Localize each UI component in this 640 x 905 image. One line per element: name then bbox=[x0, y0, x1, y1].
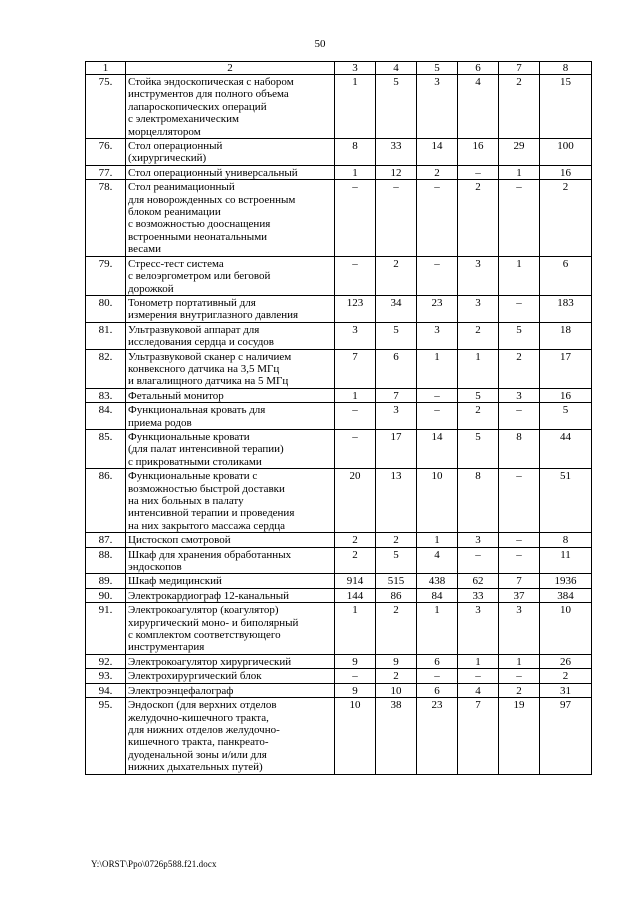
quantity-cell: 38 bbox=[376, 698, 417, 774]
total-cell: 31 bbox=[540, 683, 592, 697]
row-number: 84. bbox=[86, 403, 126, 430]
quantity-cell: 29 bbox=[499, 139, 540, 166]
quantity-cell: 5 bbox=[376, 547, 417, 574]
quantity-cell: – bbox=[499, 469, 540, 533]
table-row bbox=[86, 349, 592, 388]
quantity-cell: – bbox=[417, 256, 458, 295]
quantity-cell: – bbox=[335, 180, 376, 256]
equipment-name-line: инструментов для полного объема bbox=[128, 88, 289, 101]
equipment-name-line: Стресс-тест система bbox=[128, 257, 224, 270]
equipment-name-line: для нижних отделов желудочно- bbox=[128, 723, 280, 736]
quantity-cell: 10 bbox=[376, 683, 417, 697]
quantity-cell: 14 bbox=[417, 139, 458, 166]
total-cell: 18 bbox=[540, 322, 592, 349]
equipment-name bbox=[126, 654, 335, 668]
quantity-cell: 16 bbox=[458, 139, 499, 166]
total-cell: 2 bbox=[540, 180, 592, 256]
quantity-cell: – bbox=[499, 403, 540, 430]
equipment-name-line: Функциональная кровать для bbox=[128, 404, 266, 417]
header-cell: 6 bbox=[458, 62, 499, 75]
quantity-cell: – bbox=[458, 669, 499, 683]
quantity-cell: 2 bbox=[376, 603, 417, 655]
quantity-cell: 1 bbox=[499, 165, 540, 179]
equipment-name-line: с велоэргометром или беговой bbox=[128, 270, 271, 283]
quantity-cell: – bbox=[458, 165, 499, 179]
row-number: 86. bbox=[86, 469, 126, 533]
quantity-cell: 3 bbox=[458, 256, 499, 295]
row-number: 90. bbox=[86, 588, 126, 602]
quantity-cell: 7 bbox=[499, 574, 540, 588]
quantity-cell: 5 bbox=[458, 388, 499, 402]
quantity-cell: 84 bbox=[417, 588, 458, 602]
equipment-name bbox=[126, 469, 335, 533]
equipment-name-line: Стол операционный универсальный bbox=[128, 166, 298, 179]
equipment-name bbox=[126, 698, 335, 774]
equipment-name-line: конвексного датчика на 3,5 МГц bbox=[128, 362, 280, 375]
quantity-cell: – bbox=[417, 388, 458, 402]
quantity-cell: 7 bbox=[376, 388, 417, 402]
header-cell: 1 bbox=[86, 62, 126, 75]
total-cell: 15 bbox=[540, 75, 592, 139]
row-number: 91. bbox=[86, 603, 126, 655]
total-cell: 16 bbox=[540, 388, 592, 402]
quantity-cell: 17 bbox=[376, 429, 417, 468]
quantity-cell: 9 bbox=[335, 654, 376, 668]
equipment-name-line: нижних дыхательных путей) bbox=[128, 761, 263, 774]
equipment-name-line: Стол реанимационный bbox=[128, 181, 235, 194]
total-cell: 1936 bbox=[540, 574, 592, 588]
quantity-cell: 2 bbox=[458, 180, 499, 256]
quantity-cell: 34 bbox=[376, 295, 417, 322]
equipment-name-line: с электромеханическим bbox=[128, 113, 239, 126]
table-row bbox=[86, 388, 592, 402]
table-row bbox=[86, 469, 592, 533]
equipment-name-line: Электрокоагулятор (коагулятор) bbox=[128, 604, 279, 617]
quantity-cell: – bbox=[417, 180, 458, 256]
equipment-name bbox=[126, 547, 335, 574]
quantity-cell: 2 bbox=[376, 256, 417, 295]
row-number: 87. bbox=[86, 533, 126, 547]
equipment-name-line: эндоскопов bbox=[128, 561, 182, 574]
table-row bbox=[86, 588, 592, 602]
equipment-name bbox=[126, 139, 335, 166]
row-number: 81. bbox=[86, 322, 126, 349]
quantity-cell: 23 bbox=[417, 295, 458, 322]
equipment-name-line: Электроэнцефалограф bbox=[128, 684, 234, 697]
table-row bbox=[86, 75, 592, 139]
equipment-name-line: Тонометр портативный для bbox=[128, 296, 256, 309]
equipment-name-line: желудочно-кишечного тракта, bbox=[128, 711, 269, 724]
table-row bbox=[86, 654, 592, 668]
quantity-cell: 2 bbox=[376, 669, 417, 683]
quantity-cell: – bbox=[335, 669, 376, 683]
quantity-cell: 3 bbox=[458, 533, 499, 547]
row-number: 85. bbox=[86, 429, 126, 468]
table-row bbox=[86, 669, 592, 683]
quantity-cell: 37 bbox=[499, 588, 540, 602]
table-row bbox=[86, 603, 592, 655]
equipment-name-line: Цистоскоп смотровой bbox=[128, 534, 231, 547]
quantity-cell: 144 bbox=[335, 588, 376, 602]
quantity-cell: 8 bbox=[458, 469, 499, 533]
quantity-cell: – bbox=[335, 403, 376, 430]
quantity-cell: 8 bbox=[335, 139, 376, 166]
total-cell: 97 bbox=[540, 698, 592, 774]
equipment-name-line: с комплектом соответствующего bbox=[128, 629, 281, 642]
total-cell: 16 bbox=[540, 165, 592, 179]
quantity-cell: 6 bbox=[417, 683, 458, 697]
equipment-name-line: Фетальный монитор bbox=[128, 389, 224, 402]
quantity-cell: 2 bbox=[458, 322, 499, 349]
page-number: 50 bbox=[314, 38, 326, 50]
equipment-name-line: встроенными неонатальными bbox=[128, 230, 268, 243]
quantity-cell: 14 bbox=[417, 429, 458, 468]
quantity-cell: 2 bbox=[499, 349, 540, 388]
header-cell: 3 bbox=[335, 62, 376, 75]
equipment-name-line: весами bbox=[128, 243, 162, 256]
equipment-name-line: Функциональные кровати bbox=[128, 430, 250, 443]
equipment-name-line: лапароскопических операций bbox=[128, 100, 267, 113]
row-number: 82. bbox=[86, 349, 126, 388]
table-row bbox=[86, 683, 592, 697]
quantity-cell: 1 bbox=[335, 603, 376, 655]
equipment-name-line: (для палат интенсивной терапии) bbox=[128, 443, 284, 456]
header-cell: 2 bbox=[126, 62, 335, 75]
equipment-name-line: возможностью быстрой доставки bbox=[128, 482, 285, 495]
equipment-name bbox=[126, 683, 335, 697]
quantity-cell: 13 bbox=[376, 469, 417, 533]
equipment-name-line: с прикроватными столиками bbox=[128, 455, 262, 468]
total-cell: 8 bbox=[540, 533, 592, 547]
quantity-cell: 19 bbox=[499, 698, 540, 774]
total-cell: 6 bbox=[540, 256, 592, 295]
quantity-cell: 1 bbox=[499, 256, 540, 295]
equipment-name bbox=[126, 322, 335, 349]
row-number: 94. bbox=[86, 683, 126, 697]
equipment-name-line: Шкаф медицинский bbox=[128, 575, 222, 588]
table-row bbox=[86, 547, 592, 574]
total-cell: 10 bbox=[540, 603, 592, 655]
equipment-name-line: интенсивной терапии и проведения bbox=[128, 507, 295, 520]
quantity-cell: 2 bbox=[335, 533, 376, 547]
quantity-cell: 3 bbox=[335, 322, 376, 349]
quantity-cell: 33 bbox=[458, 588, 499, 602]
row-number: 88. bbox=[86, 547, 126, 574]
equipment-name bbox=[126, 403, 335, 430]
quantity-cell: 2 bbox=[499, 683, 540, 697]
equipment-name-line: Шкаф для хранения обработанных bbox=[128, 548, 292, 561]
quantity-cell: 1 bbox=[458, 654, 499, 668]
quantity-cell: 1 bbox=[417, 349, 458, 388]
quantity-cell: 3 bbox=[458, 295, 499, 322]
equipment-name-line: дуоденальной зоны и/или для bbox=[128, 748, 267, 761]
total-cell: 183 bbox=[540, 295, 592, 322]
quantity-cell: 5 bbox=[458, 429, 499, 468]
equipment-name-line: блоком реанимации bbox=[128, 206, 221, 219]
quantity-cell: 515 bbox=[376, 574, 417, 588]
quantity-cell: – bbox=[499, 180, 540, 256]
equipment-name bbox=[126, 533, 335, 547]
quantity-cell: – bbox=[499, 547, 540, 574]
equipment-name-line: Ультразвуковой аппарат для bbox=[128, 323, 260, 336]
quantity-cell: 3 bbox=[499, 388, 540, 402]
equipment-name bbox=[126, 165, 335, 179]
table-body bbox=[86, 62, 592, 775]
total-cell: 17 bbox=[540, 349, 592, 388]
row-number: 95. bbox=[86, 698, 126, 774]
equipment-name-line: хирургический моно- и биполярный bbox=[128, 616, 299, 629]
equipment-name bbox=[126, 669, 335, 683]
equipment-name-line: и влагалищного датчика на 5 МГц bbox=[128, 375, 289, 388]
equipment-table bbox=[85, 61, 592, 775]
equipment-name-line: с возможностью дооснащения bbox=[128, 218, 271, 231]
quantity-cell: – bbox=[335, 429, 376, 468]
quantity-cell: 2 bbox=[376, 533, 417, 547]
total-cell: 2 bbox=[540, 669, 592, 683]
row-number: 76. bbox=[86, 139, 126, 166]
quantity-cell: 2 bbox=[499, 75, 540, 139]
row-number: 93. bbox=[86, 669, 126, 683]
quantity-cell: 4 bbox=[458, 683, 499, 697]
quantity-cell: 1 bbox=[499, 654, 540, 668]
equipment-name-line: Эндоскоп (для верхних отделов bbox=[128, 699, 277, 712]
equipment-name bbox=[126, 75, 335, 139]
table-row bbox=[86, 698, 592, 774]
quantity-cell: 1 bbox=[458, 349, 499, 388]
quantity-cell: 2 bbox=[458, 403, 499, 430]
quantity-cell: 5 bbox=[499, 322, 540, 349]
equipment-name bbox=[126, 295, 335, 322]
quantity-cell: 3 bbox=[376, 403, 417, 430]
quantity-cell: 4 bbox=[417, 547, 458, 574]
row-number: 77. bbox=[86, 165, 126, 179]
table-header-row bbox=[86, 62, 592, 75]
row-number: 83. bbox=[86, 388, 126, 402]
total-cell: 51 bbox=[540, 469, 592, 533]
row-number: 92. bbox=[86, 654, 126, 668]
quantity-cell: 1 bbox=[417, 603, 458, 655]
quantity-cell: 9 bbox=[335, 683, 376, 697]
quantity-cell: 5 bbox=[376, 322, 417, 349]
equipment-name-line: измерения внутриглазного давления bbox=[128, 309, 299, 322]
quantity-cell: 5 bbox=[376, 75, 417, 139]
quantity-cell: 20 bbox=[335, 469, 376, 533]
header-cell: 5 bbox=[417, 62, 458, 75]
equipment-name bbox=[126, 388, 335, 402]
quantity-cell: 86 bbox=[376, 588, 417, 602]
quantity-cell: 8 bbox=[499, 429, 540, 468]
quantity-cell: 7 bbox=[458, 698, 499, 774]
total-cell: 44 bbox=[540, 429, 592, 468]
equipment-name bbox=[126, 256, 335, 295]
equipment-name-line: Электрокардиограф 12-канальный bbox=[128, 589, 290, 602]
equipment-name bbox=[126, 588, 335, 602]
table-row bbox=[86, 403, 592, 430]
quantity-cell: 6 bbox=[376, 349, 417, 388]
row-number: 89. bbox=[86, 574, 126, 588]
quantity-cell: – bbox=[499, 533, 540, 547]
equipment-name bbox=[126, 180, 335, 256]
table-row bbox=[86, 322, 592, 349]
equipment-name-line: Стол операционный bbox=[128, 140, 223, 153]
total-cell: 384 bbox=[540, 588, 592, 602]
quantity-cell: 3 bbox=[417, 75, 458, 139]
quantity-cell: – bbox=[499, 295, 540, 322]
quantity-cell: 62 bbox=[458, 574, 499, 588]
equipment-name bbox=[126, 603, 335, 655]
equipment-name-line: приема родов bbox=[128, 416, 192, 429]
equipment-name-line: исследования сердца и сосудов bbox=[128, 336, 274, 349]
header-cell: 7 bbox=[499, 62, 540, 75]
row-number: 78. bbox=[86, 180, 126, 256]
equipment-name bbox=[126, 349, 335, 388]
equipment-name bbox=[126, 429, 335, 468]
quantity-cell: 1 bbox=[335, 75, 376, 139]
quantity-cell: 438 bbox=[417, 574, 458, 588]
table-row bbox=[86, 574, 592, 588]
quantity-cell: 3 bbox=[499, 603, 540, 655]
equipment-name-line: Электрокоагулятор хирургический bbox=[128, 655, 292, 668]
quantity-cell: 3 bbox=[417, 322, 458, 349]
equipment-name-line: инструментария bbox=[128, 641, 205, 654]
quantity-cell: 10 bbox=[335, 698, 376, 774]
quantity-cell: 3 bbox=[458, 603, 499, 655]
equipment-name-line: Ультразвуковой сканер с наличием bbox=[128, 350, 292, 363]
table-row bbox=[86, 165, 592, 179]
equipment-name bbox=[126, 574, 335, 588]
table-row bbox=[86, 533, 592, 547]
equipment-name-line: дорожкой bbox=[128, 282, 174, 295]
table-row bbox=[86, 180, 592, 256]
row-number: 80. bbox=[86, 295, 126, 322]
header-cell: 8 bbox=[540, 62, 592, 75]
quantity-cell: 123 bbox=[335, 295, 376, 322]
quantity-cell: – bbox=[417, 403, 458, 430]
total-cell: 11 bbox=[540, 547, 592, 574]
quantity-cell: 9 bbox=[376, 654, 417, 668]
header-cell: 4 bbox=[376, 62, 417, 75]
equipment-name-line: на них больных в палату bbox=[128, 495, 244, 507]
quantity-cell: 12 bbox=[376, 165, 417, 179]
equipment-name-line: на них закрытого массажа сердца bbox=[128, 519, 286, 532]
total-cell: 100 bbox=[540, 139, 592, 166]
equipment-name-line: Электрохирургический блок bbox=[128, 670, 262, 683]
equipment-name-line: Функциональные кровати с bbox=[128, 470, 258, 483]
quantity-cell: – bbox=[376, 180, 417, 256]
quantity-cell: 1 bbox=[335, 165, 376, 179]
quantity-cell: 23 bbox=[417, 698, 458, 774]
total-cell: 26 bbox=[540, 654, 592, 668]
quantity-cell: 914 bbox=[335, 574, 376, 588]
quantity-cell: 10 bbox=[417, 469, 458, 533]
equipment-name-line: кишечного тракта, панкреато- bbox=[128, 736, 269, 749]
quantity-cell: 7 bbox=[335, 349, 376, 388]
quantity-cell: – bbox=[417, 669, 458, 683]
quantity-cell: 33 bbox=[376, 139, 417, 166]
quantity-cell: 1 bbox=[335, 388, 376, 402]
equipment-name-line: Стойка эндоскопическая с набором bbox=[128, 76, 294, 88]
row-number: 75. bbox=[86, 75, 126, 139]
quantity-cell: – bbox=[458, 547, 499, 574]
quantity-cell: 2 bbox=[417, 165, 458, 179]
quantity-cell: – bbox=[335, 256, 376, 295]
equipment-name-line: для новорожденных со встроенным bbox=[128, 193, 296, 206]
quantity-cell: 6 bbox=[417, 654, 458, 668]
file-path-footer: Y:\ORST\Ppo\0726p588.f21.docx bbox=[91, 859, 217, 869]
equipment-name-line: морцеллятором bbox=[128, 125, 201, 138]
equipment-name-line: (хирургический) bbox=[128, 152, 207, 165]
table-row bbox=[86, 256, 592, 295]
quantity-cell: 2 bbox=[335, 547, 376, 574]
quantity-cell: – bbox=[499, 669, 540, 683]
table-row bbox=[86, 295, 592, 322]
quantity-cell: 1 bbox=[417, 533, 458, 547]
table-row bbox=[86, 139, 592, 166]
quantity-cell: 4 bbox=[458, 75, 499, 139]
row-number: 79. bbox=[86, 256, 126, 295]
table-row bbox=[86, 429, 592, 468]
total-cell: 5 bbox=[540, 403, 592, 430]
